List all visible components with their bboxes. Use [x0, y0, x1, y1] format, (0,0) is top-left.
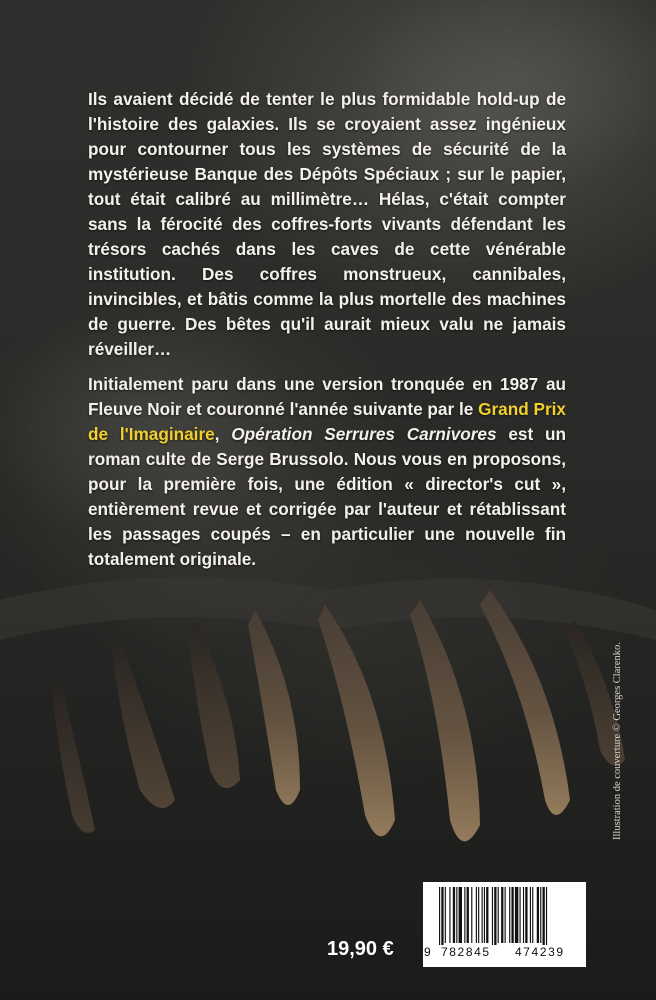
barcode-bar: [453, 887, 455, 943]
isbn-barcode: [423, 882, 586, 967]
barcode-bar: [511, 887, 513, 943]
synopsis-paragraph: [88, 87, 566, 362]
barcode-bar: [476, 887, 477, 943]
barcode-bar: [509, 887, 510, 943]
illustration-credit-text: Illustration de couverture © Georges Clarenko.: [612, 642, 623, 840]
barcode-bar: [484, 887, 485, 943]
award-name: Grand Prix de l'Imaginaire: [88, 399, 566, 444]
barcode-bar: [482, 887, 483, 943]
isbn-first-digit: 9: [424, 945, 431, 959]
barcode-bar: [478, 887, 479, 943]
barcode-bar: [492, 887, 493, 945]
edition-text-start: Initialement paru dans une version tronquée en 1987 au Fleuve Noir et couronné l'année suivante par le: [88, 374, 566, 419]
barcode-bar: [543, 887, 545, 945]
barcode-bar: [540, 887, 541, 943]
isbn-group-right: 474239: [515, 945, 565, 959]
barcode-bar: [520, 887, 521, 943]
book-title: Opération Serrures Carnivores: [231, 424, 497, 444]
barcode-bar: [546, 887, 547, 945]
barcode-bar: [467, 887, 469, 943]
barcode-bar: [494, 887, 496, 945]
synopsis-text: Ils avaient décidé de tenter le plus formidable hold-up de l'histoire des galaxies. Ils se croyaient assez ingénieux pour contourner tous les systèmes de sécurité de la mystérieuse Banque des Dépôts Spéciaux ; sur le papier, tout était calibré au millimètre… Hélas, c'était compter sans la férocité des coffres-forts vivants défendant les trésors cachés dans les caves de cette vénérable institution. Des coffres monstrueux, cannibales, invincibles, et bâtis comme la plus mortelle des machines de guerre. Des bêtes qu'il aurait mieux valu ne jamais réveiller…: [88, 89, 566, 359]
edition-text-end: est un roman culte de Serge Brussolo. Nous vous en proposons, pour la première fois, une édition « director's cut », entièrement revue et corrigée par l'auteur et rétablissant les passages coupés – en particulier une nouvelle fin totalement originale.: [88, 424, 566, 569]
barcode-bar: [441, 887, 443, 945]
barcode-bar: [498, 887, 499, 943]
illustration-credit: [612, 642, 623, 841]
barcode-bar: [445, 887, 446, 943]
barcode-bar: [449, 887, 450, 943]
barcode-bar: [464, 887, 465, 943]
barcode-bar: [530, 887, 531, 943]
price-label: 19,90 €: [327, 938, 394, 960]
barcode-bar: [439, 887, 440, 945]
barcode-bar: [456, 887, 457, 943]
barcode-bar: [523, 887, 524, 943]
barcode-bar: [525, 887, 527, 943]
barcode-bar: [459, 887, 462, 943]
barcode-bar: [505, 887, 506, 943]
barcode-bar: [501, 887, 503, 943]
isbn-group-left: 782845: [441, 945, 491, 959]
barcode-bar: [532, 887, 533, 943]
barcode-bar: [471, 887, 472, 943]
barcode-bars: [429, 887, 580, 945]
edition-comma: ,: [214, 424, 232, 444]
barcode-bar: [515, 887, 518, 943]
edition-paragraph: [88, 372, 566, 572]
barcode-bar: [486, 887, 488, 943]
barcode-bar: [537, 887, 539, 943]
